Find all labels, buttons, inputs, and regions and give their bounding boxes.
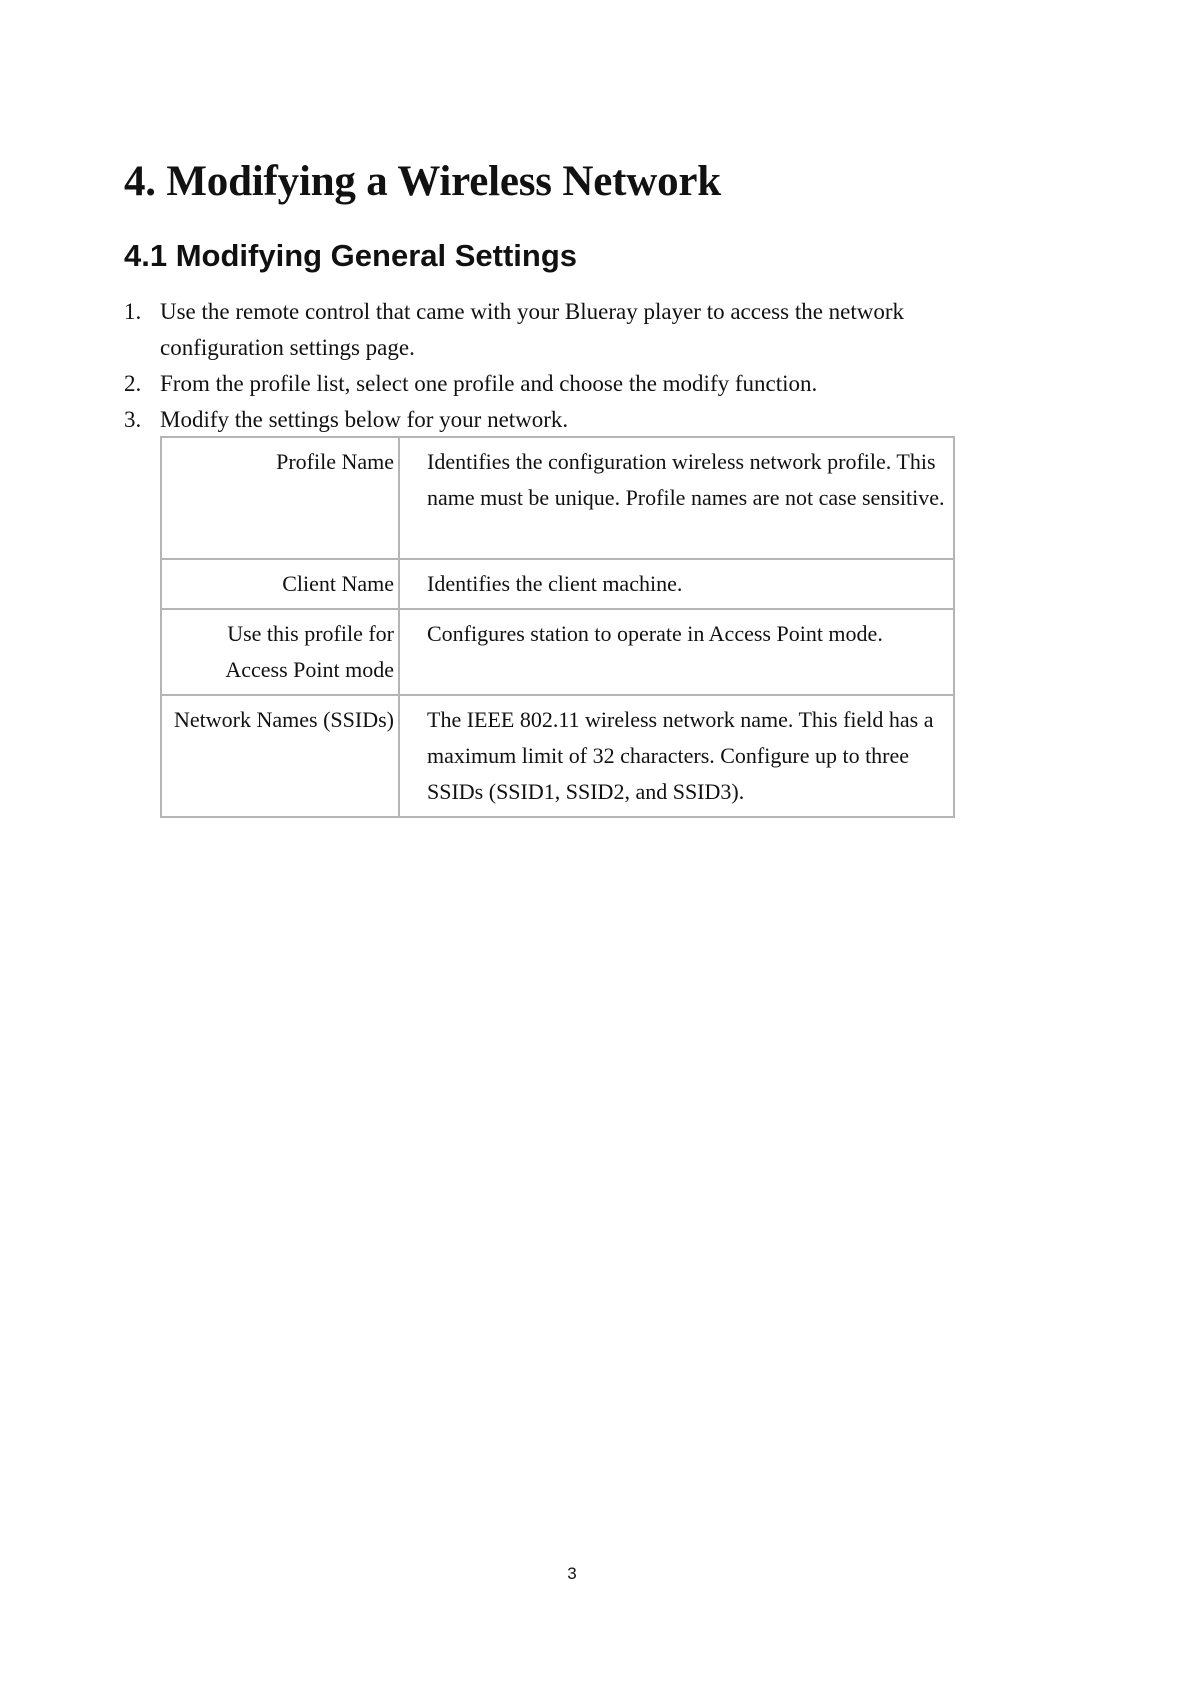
- step-text: Use the remote control that came with your Blueray player to access the network configuration settings page.: [160, 299, 905, 360]
- list-item: [124, 402, 984, 438]
- page-heading: 4. Modifying a Wireless Network: [124, 158, 721, 205]
- step-number: 3.: [124, 407, 142, 432]
- list-item: [124, 294, 984, 366]
- settings-table: [160, 436, 955, 818]
- setting-label: Use this profile for Access Point mode: [161, 609, 399, 695]
- table-row: [161, 559, 954, 609]
- page-number-text: 3: [567, 1564, 577, 1583]
- setting-label: Network Names (SSIDs): [161, 695, 399, 817]
- setting-description: Identifies the configuration wireless network profile. This name must be unique. Profile names are not case sensitive.: [399, 437, 954, 559]
- setting-label: Client Name: [161, 559, 399, 609]
- step-text: From the profile list, select one profile and choose the modify function.: [160, 371, 818, 396]
- setting-label: Profile Name: [161, 437, 399, 559]
- setting-description: Configures station to operate in Access Point mode.: [399, 609, 954, 695]
- table-row: [161, 695, 954, 817]
- page-number: [0, 1563, 1190, 1585]
- setting-description: Identifies the client machine.: [399, 559, 954, 609]
- steps-list: [124, 294, 984, 438]
- step-number: 1.: [124, 299, 142, 324]
- step-text: Modify the settings below for your network.: [160, 407, 569, 432]
- table-row: [161, 609, 954, 695]
- setting-description: The IEEE 802.11 wireless network name. This field has a maximum limit of 32 characters. Configure up to three SSIDs (SSID1, SSID2, and SSID3).: [399, 695, 954, 817]
- list-item: [124, 366, 984, 402]
- section-heading: 4.1 Modifying General Settings: [124, 238, 578, 273]
- step-number: 2.: [124, 371, 142, 396]
- table-row: [161, 437, 954, 559]
